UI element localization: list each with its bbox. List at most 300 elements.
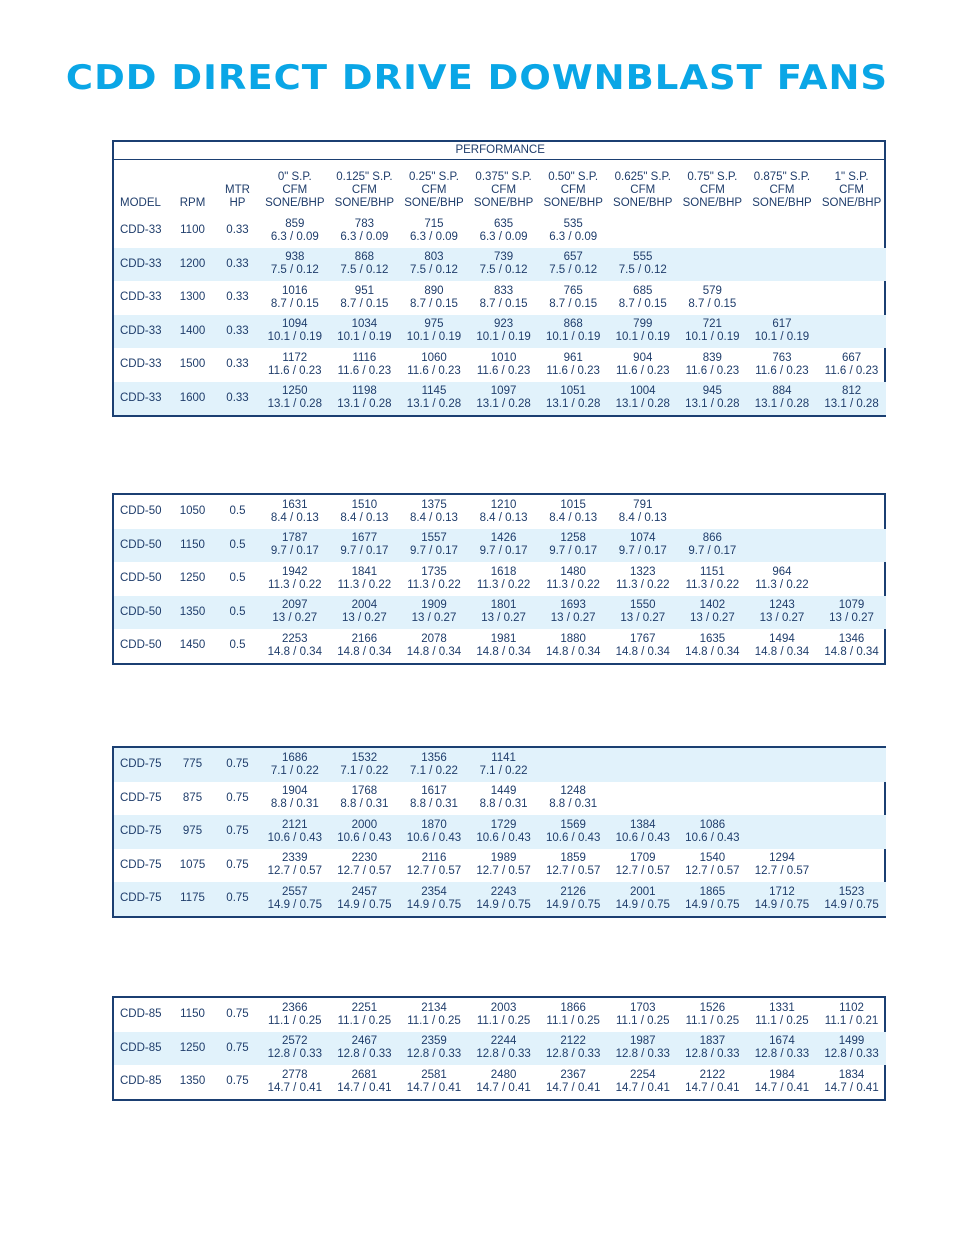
cfm-value: 1015 xyxy=(560,498,586,511)
sp-column-header: 0.625" S.P. CFM SONE/BHP xyxy=(613,171,673,209)
cfm-value: 890 xyxy=(424,284,444,297)
sone-bhp-value: 8.7 / 0.15 xyxy=(270,297,319,310)
sone-bhp-value: 10.1 / 0.19 xyxy=(685,331,740,344)
performance-cell xyxy=(747,348,817,382)
sone-bhp-value: 11.3 / 0.22 xyxy=(616,578,670,591)
rpm-cell: 1500 xyxy=(179,358,206,371)
performance-cell xyxy=(399,998,469,1032)
performance-cell xyxy=(747,214,817,248)
hp-cell: 0.33 xyxy=(215,315,260,349)
cfm-value: 1674 xyxy=(769,1035,795,1048)
performance-cell xyxy=(747,248,817,282)
cfm-value: 1323 xyxy=(629,565,656,578)
performance-cell xyxy=(608,882,678,916)
sone-bhp-value: 11.6 / 0.23 xyxy=(616,364,670,377)
performance-cell xyxy=(678,882,748,916)
sone-bhp-value: 6.3 / 0.09 xyxy=(340,230,389,243)
performance-cell xyxy=(399,382,469,416)
performance-cell xyxy=(678,1032,748,1066)
cfm-value: 1375 xyxy=(421,498,447,511)
performance-cell xyxy=(608,1065,678,1099)
hp-cell: 0.75 xyxy=(215,882,260,916)
performance-cell xyxy=(399,495,469,529)
cfm-value: 1004 xyxy=(629,385,656,398)
performance-cell xyxy=(608,815,678,849)
performance-cell xyxy=(260,382,330,416)
performance-cell xyxy=(817,849,887,883)
table-row xyxy=(114,596,886,630)
table-row xyxy=(114,1032,886,1066)
cfm-value: 938 xyxy=(285,251,305,264)
sone-bhp-value: 12.8 / 0.33 xyxy=(685,1048,740,1061)
sone-bhp-value: 11.3 / 0.22 xyxy=(268,578,322,591)
performance-cell xyxy=(817,782,887,816)
sone-bhp-value: 13 / 0.27 xyxy=(272,612,318,625)
cfm-value: 1768 xyxy=(351,785,378,798)
performance-cell xyxy=(817,748,887,782)
model-cell: CDD-50 xyxy=(114,529,170,563)
performance-cell xyxy=(608,596,678,630)
cfm-value: 1151 xyxy=(699,565,725,578)
cfm-value: 2122 xyxy=(560,1035,586,1048)
performance-cell xyxy=(678,748,748,782)
cfm-value: 2244 xyxy=(490,1035,517,1048)
sone-bhp-value: 12.8 / 0.33 xyxy=(545,1048,601,1061)
cfm-value: 964 xyxy=(772,565,792,578)
cfm-value: 1677 xyxy=(351,532,378,545)
performance-cell xyxy=(260,815,330,849)
sone-bhp-value: 12.8 / 0.33 xyxy=(476,1048,531,1061)
sone-bhp-value: 13.1 / 0.28 xyxy=(406,398,462,411)
performance-cell xyxy=(399,1032,469,1066)
sone-bhp-value: 8.4 / 0.13 xyxy=(618,511,667,524)
sone-bhp-value: 13.1 / 0.28 xyxy=(545,398,601,411)
cfm-value: 1709 xyxy=(629,852,656,865)
cfm-value: 1834 xyxy=(838,1068,865,1081)
sone-bhp-value: 12.7 / 0.57 xyxy=(267,865,322,878)
cfm-value: 1356 xyxy=(421,751,447,764)
model-cell: CDD-50 xyxy=(120,572,162,585)
cfm-value: 2001 xyxy=(629,885,656,898)
cfm-value: 1016 xyxy=(282,284,308,297)
table-row xyxy=(114,849,886,883)
performance-cell xyxy=(469,562,539,596)
hp-cell: 0.75 xyxy=(215,1032,260,1066)
sone-bhp-value: 14.7 / 0.41 xyxy=(337,1081,392,1094)
cfm-value: 1686 xyxy=(282,751,308,764)
sone-bhp-value: 12.8 / 0.33 xyxy=(267,1048,322,1061)
sone-bhp-value: 14.8 / 0.34 xyxy=(406,645,462,658)
sone-bhp-value: 9.7 / 0.17 xyxy=(410,545,458,558)
rpm-cell: 1075 xyxy=(179,858,206,871)
cfm-value: 1618 xyxy=(490,565,517,578)
performance-cell xyxy=(399,529,469,563)
sone-bhp-value: 14.7 / 0.41 xyxy=(685,1081,740,1094)
cfm-value: 812 xyxy=(841,385,862,398)
performance-cell xyxy=(608,315,678,349)
performance-cell xyxy=(678,348,748,382)
sone-bhp-value: 6.3 / 0.09 xyxy=(479,230,528,243)
mtr-hp-column-header: MTR HP xyxy=(225,184,250,209)
performance-cell xyxy=(538,998,608,1032)
cfm-value: 1550 xyxy=(629,599,656,612)
cfm-value: 2366 xyxy=(282,1001,308,1014)
performance-cell xyxy=(469,1065,539,1099)
performance-cell xyxy=(260,348,330,382)
performance-cell xyxy=(260,1032,330,1066)
cfm-value: 1859 xyxy=(560,852,586,865)
cfm-value: 1712 xyxy=(769,885,795,898)
cfm-value: 1631 xyxy=(282,498,308,511)
sone-bhp-value: 14.8 / 0.34 xyxy=(545,645,601,658)
performance-cell xyxy=(399,562,469,596)
hp-cell: 0.75 xyxy=(215,748,260,782)
sone-bhp-value: 14.8 / 0.34 xyxy=(685,645,740,658)
performance-cell xyxy=(330,815,400,849)
cfm-value: 1729 xyxy=(490,818,517,831)
performance-cell xyxy=(747,629,817,663)
sone-bhp-value: 10.1 / 0.19 xyxy=(545,331,601,344)
performance-cell xyxy=(330,495,400,529)
rpm-cell: 1200 xyxy=(170,248,215,282)
performance-cell xyxy=(538,495,608,529)
sone-bhp-value: 14.9 / 0.75 xyxy=(754,898,810,911)
performance-cell xyxy=(469,214,539,248)
hp-cell: 0.5 xyxy=(229,572,246,585)
performance-cell xyxy=(678,495,748,529)
performance-cell xyxy=(678,815,748,849)
performance-cell xyxy=(399,782,469,816)
sone-bhp-value: 12.8 / 0.33 xyxy=(754,1048,810,1061)
sone-bhp-value: 12.7 / 0.57 xyxy=(685,865,740,878)
performance-cell xyxy=(538,748,608,782)
cfm-value: 1989 xyxy=(490,852,517,865)
performance-cell xyxy=(678,998,748,1032)
performance-cell xyxy=(678,782,748,816)
sone-bhp-value: 11.3 / 0.22 xyxy=(546,578,600,591)
cfm-value: 2116 xyxy=(421,852,447,865)
cfm-value: 2251 xyxy=(351,1001,378,1014)
cfm-value: 2778 xyxy=(282,1068,308,1081)
sone-bhp-value: 14.7 / 0.41 xyxy=(406,1081,462,1094)
table-row xyxy=(114,562,886,596)
cfm-value: 1767 xyxy=(629,632,656,645)
table-row xyxy=(114,315,886,349)
sone-bhp-value: 11.6 / 0.23 xyxy=(268,364,322,377)
performance-cell xyxy=(747,1032,817,1066)
performance-cell xyxy=(260,248,330,282)
cfm-value: 1523 xyxy=(838,885,865,898)
performance-cell xyxy=(608,529,678,563)
performance-cell xyxy=(260,782,330,816)
rpm-cell: 1250 xyxy=(170,1032,215,1066)
performance-cell xyxy=(469,748,539,782)
sone-bhp-value: 8.8 / 0.31 xyxy=(549,798,598,811)
hp-cell: 0.5 xyxy=(229,505,246,518)
table-row xyxy=(114,495,886,529)
performance-cell xyxy=(608,1032,678,1066)
performance-cell xyxy=(538,248,608,282)
performance-cell xyxy=(260,562,330,596)
sone-bhp-value: 7.5 / 0.12 xyxy=(410,264,458,277)
performance-cell xyxy=(399,1065,469,1099)
performance-cell xyxy=(747,815,817,849)
performance-cell xyxy=(260,315,330,349)
cfm-value: 1060 xyxy=(421,351,447,364)
sone-bhp-value: 8.4 / 0.13 xyxy=(410,511,458,524)
sone-bhp-value: 12.8 / 0.33 xyxy=(824,1048,879,1061)
cfm-value: 1557 xyxy=(421,532,447,545)
performance-cell xyxy=(817,998,887,1032)
table-row xyxy=(114,248,886,282)
performance-cell xyxy=(399,315,469,349)
performance-cell xyxy=(260,998,330,1032)
sone-bhp-value: 13.1 / 0.28 xyxy=(476,398,531,411)
cfm-value: 1617 xyxy=(421,785,447,798)
performance-cell xyxy=(330,529,400,563)
cfm-value: 1532 xyxy=(351,751,378,764)
performance-cell xyxy=(817,382,887,416)
performance-cell xyxy=(678,248,748,282)
sone-bhp-value: 14.7 / 0.41 xyxy=(754,1081,810,1094)
model-column-header: MODEL xyxy=(120,197,161,209)
sone-bhp-value: 8.7 / 0.15 xyxy=(479,297,528,310)
sone-bhp-value: 13 / 0.27 xyxy=(759,612,805,625)
sone-bhp-value: 11.3 / 0.22 xyxy=(337,578,392,591)
performance-cell xyxy=(817,529,887,563)
cfm-value: 2557 xyxy=(282,885,308,898)
sone-bhp-value: 11.1 / 0.25 xyxy=(616,1014,670,1027)
rpm-cell: 1450 xyxy=(179,639,206,652)
cfm-value: 1526 xyxy=(699,1001,726,1014)
performance-cell xyxy=(260,849,330,883)
performance-cell xyxy=(399,629,469,663)
performance-cell xyxy=(678,382,748,416)
cfm-value: 866 xyxy=(702,532,722,545)
sp-column-header: 0.125" S.P. CFM SONE/BHP xyxy=(334,171,395,209)
sone-bhp-value: 11.3 / 0.22 xyxy=(755,578,809,591)
sone-bhp-value: 10.6 / 0.43 xyxy=(476,831,531,844)
cfm-value: 1735 xyxy=(421,565,447,578)
performance-cell xyxy=(469,382,539,416)
performance-cell xyxy=(469,248,539,282)
cfm-value: 1987 xyxy=(629,1035,656,1048)
model-cell: CDD-33 xyxy=(120,358,162,371)
model-cell: CDD-75 xyxy=(114,748,170,782)
sone-bhp-value: 7.5 / 0.12 xyxy=(479,264,528,277)
performance-cell xyxy=(817,315,887,349)
performance-cell xyxy=(817,1032,887,1066)
cfm-value: 1243 xyxy=(769,599,795,612)
cfm-value: 1116 xyxy=(352,351,377,364)
cfm-value: 1480 xyxy=(560,565,586,578)
sone-bhp-value: 14.9 / 0.75 xyxy=(824,898,879,911)
cfm-value: 1449 xyxy=(490,785,517,798)
rpm-cell: 1350 xyxy=(170,596,215,630)
cfm-value: 1865 xyxy=(699,885,726,898)
sone-bhp-value: 12.7 / 0.57 xyxy=(337,865,392,878)
hp-cell: 0.75 xyxy=(226,858,249,871)
cfm-value: 1086 xyxy=(699,818,726,831)
rpm-cell: 1150 xyxy=(180,1008,205,1021)
sone-bhp-value: 7.1 / 0.22 xyxy=(410,764,458,777)
performance-cell xyxy=(747,281,817,315)
performance-cell xyxy=(399,882,469,916)
performance-cell xyxy=(678,214,748,248)
performance-cell xyxy=(817,281,887,315)
model-cell: CDD-50 xyxy=(114,596,170,630)
sone-bhp-value: 10.1 / 0.19 xyxy=(754,331,810,344)
performance-cell xyxy=(678,1065,748,1099)
sone-bhp-value: 13 / 0.27 xyxy=(411,612,457,625)
cdd-33-table xyxy=(112,140,886,417)
cfm-value: 791 xyxy=(633,498,653,511)
rpm-cell: 1150 xyxy=(170,529,215,563)
performance-cell xyxy=(330,629,400,663)
cfm-value: 2126 xyxy=(560,885,586,898)
table-row xyxy=(114,782,886,816)
cfm-value: 2359 xyxy=(421,1035,447,1048)
cfm-value: 1635 xyxy=(699,632,726,645)
performance-cell xyxy=(330,849,400,883)
performance-cell xyxy=(260,748,330,782)
sp-column-header: 0.25" S.P. CFM SONE/BHP xyxy=(404,171,464,209)
cfm-value: 1787 xyxy=(282,532,308,545)
cfm-value: 1569 xyxy=(560,818,586,831)
model-cell: CDD-33 xyxy=(114,248,170,282)
sone-bhp-value: 10.1 / 0.19 xyxy=(406,331,462,344)
cfm-value: 2253 xyxy=(282,632,308,645)
sone-bhp-value: 7.5 / 0.12 xyxy=(340,264,389,277)
rpm-cell: 1600 xyxy=(170,382,215,416)
sone-bhp-value: 11.6 / 0.23 xyxy=(476,364,531,377)
performance-cell xyxy=(469,882,539,916)
rpm-cell: 1100 xyxy=(180,224,205,237)
sone-bhp-value: 8.4 / 0.13 xyxy=(549,511,598,524)
model-cell: CDD-33 xyxy=(114,382,170,416)
sone-bhp-value: 14.8 / 0.34 xyxy=(337,645,392,658)
sone-bhp-value: 10.1 / 0.19 xyxy=(615,331,670,344)
rpm-cell: 1250 xyxy=(179,572,206,585)
cfm-value: 2243 xyxy=(490,885,517,898)
performance-cell xyxy=(260,882,330,916)
sone-bhp-value: 14.7 / 0.41 xyxy=(267,1081,322,1094)
performance-cell xyxy=(399,348,469,382)
cfm-value: 1384 xyxy=(629,818,656,831)
performance-cell xyxy=(608,281,678,315)
performance-cell xyxy=(469,782,539,816)
cfm-value: 945 xyxy=(702,385,722,398)
performance-cell xyxy=(538,815,608,849)
hp-cell: 0.75 xyxy=(226,791,249,804)
cfm-value: 721 xyxy=(702,318,722,331)
column-header-row xyxy=(114,160,886,215)
sone-bhp-value: 14.9 / 0.75 xyxy=(476,898,531,911)
cfm-value: 884 xyxy=(772,385,792,398)
sone-bhp-value: 11.1 / 0.25 xyxy=(755,1014,809,1027)
cfm-value: 1693 xyxy=(560,599,586,612)
sone-bhp-value: 13.1 / 0.28 xyxy=(824,398,879,411)
cfm-value: 685 xyxy=(633,284,653,297)
performance-cell xyxy=(399,815,469,849)
table-body xyxy=(114,998,886,1099)
performance-cell xyxy=(538,596,608,630)
performance-cell xyxy=(678,315,748,349)
cfm-value: 803 xyxy=(424,251,444,264)
sone-bhp-value: 14.9 / 0.75 xyxy=(267,898,322,911)
performance-cell xyxy=(399,281,469,315)
performance-cell xyxy=(469,529,539,563)
cfm-value: 657 xyxy=(563,251,583,264)
performance-cell xyxy=(747,315,817,349)
table-body xyxy=(114,214,886,415)
sone-bhp-value: 7.5 / 0.12 xyxy=(618,264,667,277)
cfm-value: 2480 xyxy=(490,1068,517,1081)
sone-bhp-value: 14.8 / 0.34 xyxy=(267,645,322,658)
cdd-50-table xyxy=(112,493,886,665)
cfm-value: 1510 xyxy=(351,498,378,511)
performance-cell xyxy=(538,882,608,916)
cfm-value: 1074 xyxy=(629,532,656,545)
hp-cell: 0.33 xyxy=(226,224,249,237)
model-cell: CDD-85 xyxy=(120,1075,162,1088)
sone-bhp-value: 14.7 / 0.41 xyxy=(824,1081,879,1094)
sone-bhp-value: 13 / 0.27 xyxy=(829,612,874,625)
sone-bhp-value: 8.7 / 0.15 xyxy=(549,297,598,310)
cfm-value: 923 xyxy=(493,318,514,331)
sone-bhp-value: 14.8 / 0.34 xyxy=(615,645,670,658)
sone-bhp-value: 14.8 / 0.34 xyxy=(476,645,531,658)
performance-cell xyxy=(469,629,539,663)
rpm-cell: 875 xyxy=(182,791,203,804)
sone-bhp-value: 9.7 / 0.17 xyxy=(549,545,598,558)
performance-cell xyxy=(747,596,817,630)
performance-cell xyxy=(399,248,469,282)
performance-cell xyxy=(747,748,817,782)
table-row xyxy=(114,748,886,782)
sone-bhp-value: 7.5 / 0.12 xyxy=(270,264,319,277)
cfm-value: 1010 xyxy=(490,351,517,364)
cdd-85-table xyxy=(112,996,886,1101)
cfm-value: 859 xyxy=(285,217,305,230)
performance-cell xyxy=(747,782,817,816)
performance-cell xyxy=(608,495,678,529)
model-cell: CDD-33 xyxy=(120,291,162,304)
sone-bhp-value: 8.4 / 0.13 xyxy=(479,511,528,524)
cfm-value: 2581 xyxy=(421,1068,447,1081)
sone-bhp-value: 11.1 / 0.25 xyxy=(685,1014,740,1027)
performance-cell xyxy=(330,1065,400,1099)
sone-bhp-value: 8.8 / 0.31 xyxy=(410,798,458,811)
performance-cell xyxy=(678,562,748,596)
performance-cell xyxy=(678,629,748,663)
page-title: CDD DIRECT DRIVE DOWNBLAST FANS xyxy=(65,57,889,98)
table-row xyxy=(114,281,886,315)
sone-bhp-value: 14.7 / 0.41 xyxy=(476,1081,531,1094)
performance-cell xyxy=(747,882,817,916)
sone-bhp-value: 9.7 / 0.17 xyxy=(688,545,737,558)
sone-bhp-value: 10.1 / 0.19 xyxy=(267,331,322,344)
cfm-value: 739 xyxy=(493,251,514,264)
performance-cell xyxy=(538,629,608,663)
cfm-value: 1540 xyxy=(699,852,726,865)
performance-cell xyxy=(330,562,400,596)
table-row xyxy=(114,629,886,663)
cfm-value: 579 xyxy=(702,284,722,297)
cfm-value: 961 xyxy=(563,351,583,364)
sone-bhp-value: 13 / 0.27 xyxy=(620,612,666,625)
sone-bhp-value: 13 / 0.27 xyxy=(481,612,526,625)
